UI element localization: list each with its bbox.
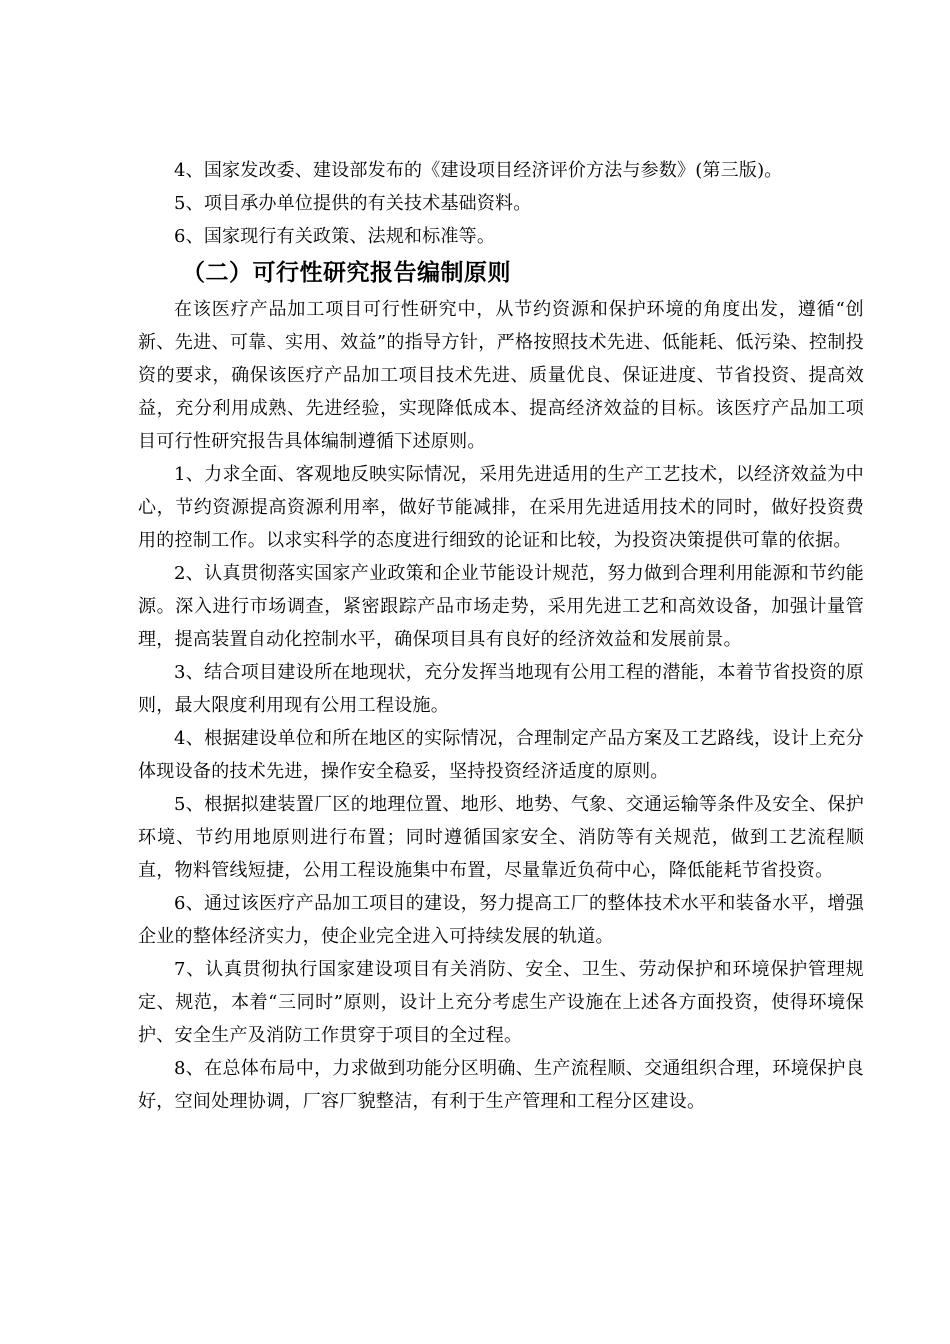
principle-5: 5、根据拟建装置厂区的地理位置、地形、地势、气象、交通运输等条件及安全、保护环境、节约用地原则进行布置；同时遵循国家安全、消防等有关规范，做到工艺流程顺直，物料管线短捷，公用工程设施集中布置，尽量靠近负荷中心，降低能耗节省投资。 [138, 794, 864, 881]
intro-paragraph: 在该医疗产品加工项目可行性研究中，从节约资源和保护环境的角度出发，遵循“创新、先进、可靠、实用、效益”的指导方针，严格按照技术先进、低能耗、低污染、控制投资的要求，确保该医疗产品加工项目技术先进、质量优良、保证进度、节省投资、提高效益，充分利用成熟、先进经验，实现降低成本、提高经济效益的目标。该医疗产品加工项目可行性研究报告具体编制遵循下述原则。 [138, 299, 864, 452]
principle-6: 6、通过该医疗产品加工项目的建设，努力提高工厂的整体技术水平和装备水平，增强企业的整体经济实力，使企业完全进入可持续发展的轨道。 [138, 893, 864, 947]
section-heading: （二）可行性研究报告编制原则 [182, 260, 511, 286]
principle-3: 3、结合项目建设所在地现状，充分发挥当地现有公用工程的潜能，本着节省投资的原则，最大限度利用现有公用工程设施。 [138, 662, 864, 716]
principle-4: 4、根据建设单位和所在地区的实际情况，合理制定产品方案及工艺路线，设计上充分体现设备的技术先进，操作安全稳妥，坚持投资经济适度的原则。 [138, 728, 864, 782]
principle-8: 8、在总体布局中，力求做到功能分区明确、生产流程顺、交通组织合理，环境保护良好，空间处理协调，厂容厂貌整洁，有利于生产管理和工程分区建设。 [138, 1058, 864, 1112]
principle-7: 7、认真贯彻执行国家建设项目有关消防、安全、卫生、劳动保护和环境保护管理规定、规范，本着“三同时”原则，设计上充分考虑生产设施在上述各方面投资，使得环境保护、安全生产及消防工作贯穿于项目的全过程。 [138, 959, 864, 1046]
basis-item-6: 6、国家现行有关政策、法规和标准等。 [174, 226, 496, 247]
principle-1: 1、力求全面、客观地反映实际情况，采用先进适用的生产工艺技术，以经济效益为中心，节约资源提高资源利用率，做好节能减排，在采用先进适用技术的同时，做好投资费用的控制工作。以求实科学的态度进行细致的论证和比较，为投资决策提供可靠的依据。 [138, 464, 864, 551]
basis-item-5: 5、项目承办单位提供的有关技术基础资料。 [174, 193, 532, 214]
body-text [138, 293, 864, 1118]
page-content [138, 154, 864, 1118]
basis-item-4: 4、国家发改委、建设部发布的《建设项目经济评价方法与参数》(第三版)。 [174, 160, 783, 181]
principle-2: 2、认真贯彻落实国家产业政策和企业节能设计规范，努力做到合理利用能源和节约能源。深入进行市场调查，紧密跟踪产品市场走势，采用先进工艺和高效设备，加强计量管理，提高装置自动化控制水平，确保项目具有良好的经济效益和发展前景。 [138, 563, 864, 650]
